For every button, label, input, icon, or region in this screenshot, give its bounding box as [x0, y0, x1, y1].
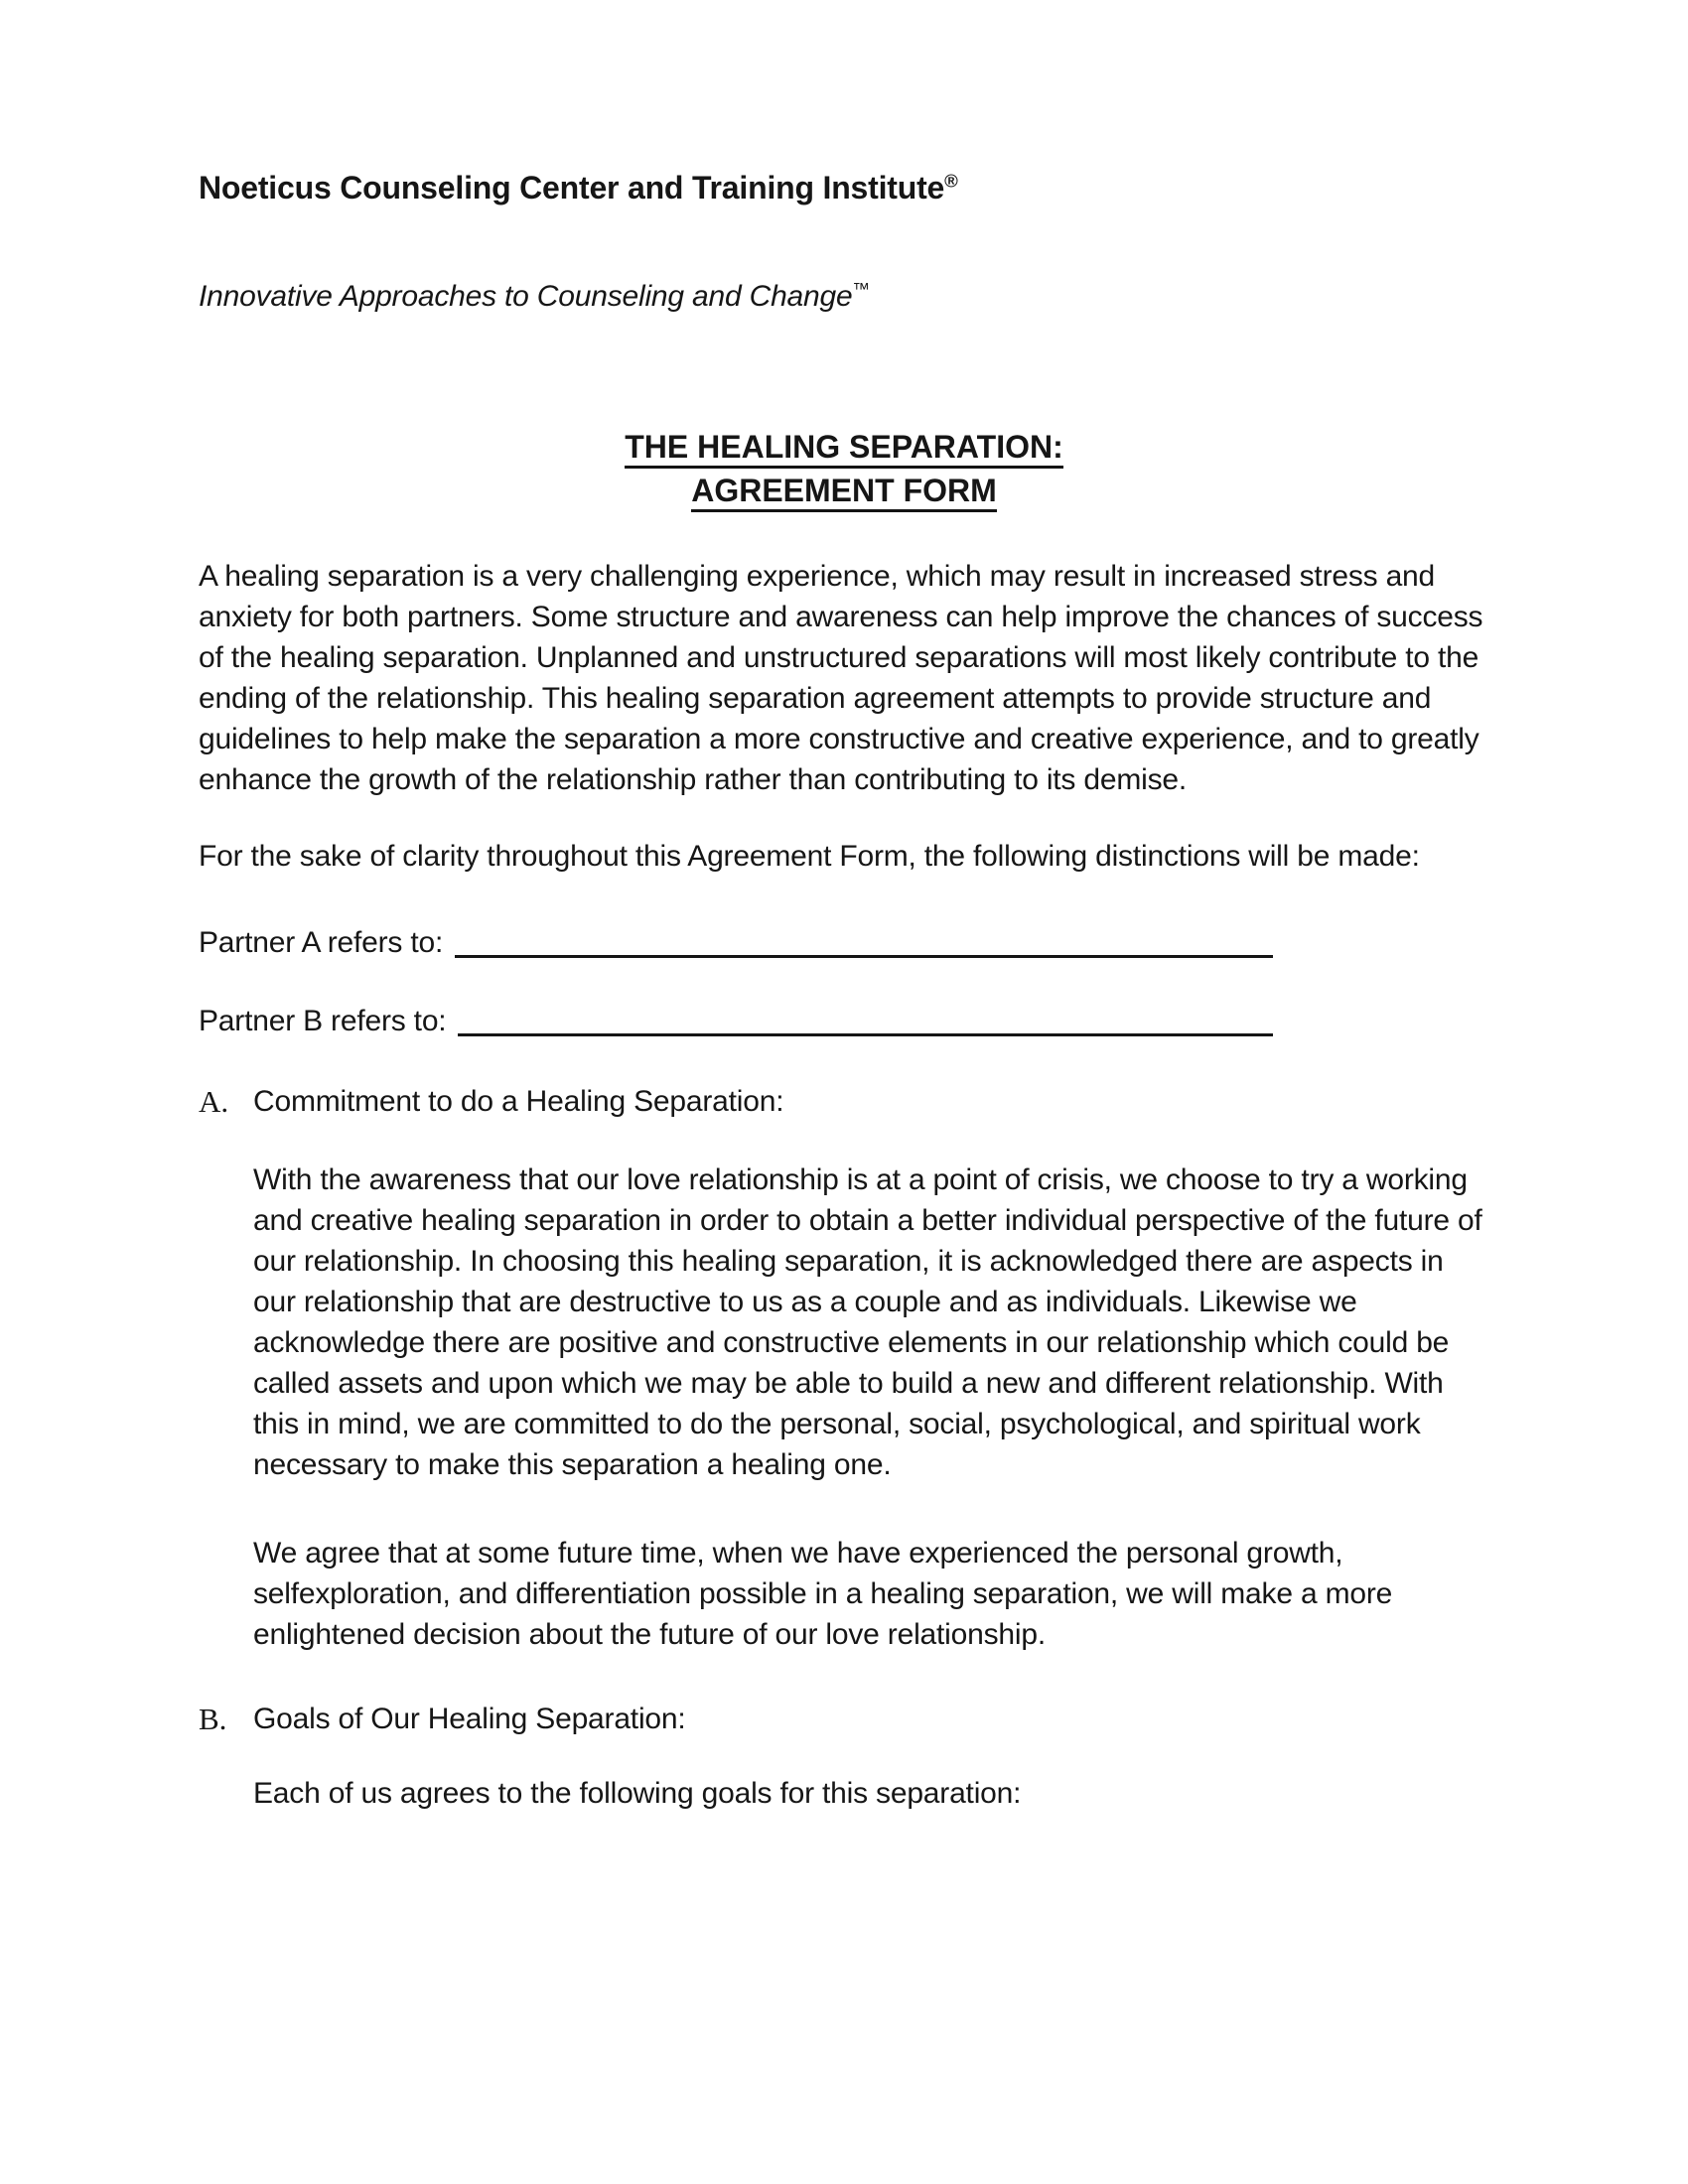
section-b-marker: B. — [199, 1702, 227, 1736]
section-b-heading — [199, 1699, 1489, 1739]
document-title-line1-text: THE HEALING SEPARATION: — [625, 429, 1062, 469]
section-a-marker: A. — [199, 1084, 229, 1119]
partner-a-row — [199, 922, 1273, 963]
section-a-heading — [199, 1081, 1489, 1122]
document-title-line2 — [199, 469, 1489, 512]
section-b-paragraph-1: Each of us agrees to the following goals for this separation: — [253, 1777, 1022, 1810]
partner-b-row — [199, 1001, 1273, 1041]
org-tagline-text: Innovative Approaches to Counseling and Change — [199, 280, 853, 313]
registered-trademark-symbol: ® — [944, 170, 958, 192]
section-b-title: Goals of Our Healing Separation: — [253, 1703, 686, 1735]
partner-a-fill-in-line[interactable] — [455, 922, 1273, 958]
section-a-paragraph-2: We agree that at some future time, when we have experienced the personal growth, selfexploration, and differentiation possible in a healing separation, we will make a more enlightened decision about the future of our love relationship. — [253, 1537, 1393, 1651]
document-title — [199, 425, 1489, 512]
document-title-line2-text: AGREEMENT FORM — [691, 473, 997, 512]
org-name-text: Noeticus Counseling Center and Training Institute — [199, 170, 945, 205]
intro-paragraph-1: A healing separation is a very challenging experience, which may result in increased stress and anxiety for both partners. Some structure and awareness can help improve the chances of success of the healing separation. Unplanned and unstructured separations will most likely contribute to the ending of the relationship. This healing separation agreement attempts to provide structure and guidelines to help make the separation a more constructive and creative experience, and to greatly enhance the growth of the relationship rather than contributing to its demise. — [199, 560, 1483, 796]
partner-b-label: Partner B refers to: — [199, 1005, 447, 1037]
trademark-symbol: ™ — [852, 279, 870, 299]
partner-b-fill-in-line[interactable] — [458, 1001, 1273, 1036]
document-content — [199, 167, 1489, 1814]
section-a-paragraph-1: With the awareness that our love relationship is at a point of crisis, we choose to try a working and creative healing separation in order to obtain a better individual perspective of the future of our relationship. In choosing this healing separation, it is acknowledged there are aspects in our relationship that are destructive to us as a couple and as individuals. Likewise we acknowledge there are positive and constructive elements in our relationship which could be called assets and upon which we may be able to build a new and different relationship. With this in mind, we are committed to do the personal, social, psychological, and spiritual work necessary to make this separation a healing one. — [253, 1163, 1482, 1481]
org-tagline — [199, 276, 1489, 318]
section-a-title: Commitment to do a Healing Separation: — [253, 1085, 784, 1118]
document-title-line1 — [199, 425, 1489, 469]
intro-paragraph-2: For the sake of clarity throughout this Agreement Form, the following distinctions will be made: — [199, 840, 1420, 873]
org-name — [199, 167, 1489, 208]
partner-a-label: Partner A refers to: — [199, 926, 444, 959]
